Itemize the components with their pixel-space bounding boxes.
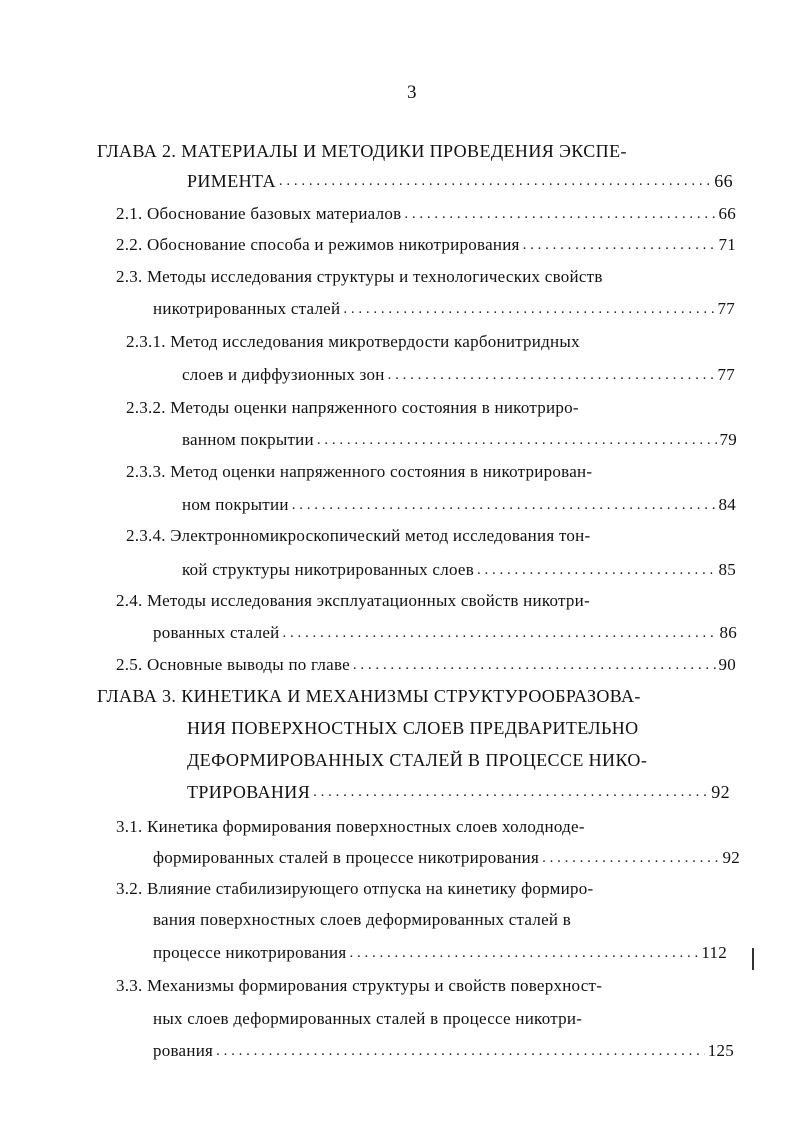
toc-entry-2-3-4-title-cont: кой структуры никотрированных слоев bbox=[182, 560, 474, 579]
toc-entry-2-3-1-line-1 bbox=[126, 327, 706, 357]
toc-entry-2-3-2-line-1 bbox=[126, 393, 706, 423]
toc-entry-2-2-number: 2.2. bbox=[116, 235, 143, 254]
toc-entry-3-1-line-1 bbox=[116, 812, 716, 842]
toc-entry-2-5-page: 90 bbox=[718, 655, 736, 674]
toc-entry-2-1-title: Обоснование базовых материалов bbox=[147, 204, 402, 223]
toc-entry-2-3-page: 77 bbox=[717, 299, 735, 318]
toc-entry-3-1-title-cont: формированных сталей в процессе никотрирования bbox=[153, 848, 540, 867]
toc-chapter-2-title: МАТЕРИАЛЫ И МЕТОДИКИ ПРОВЕДЕНИЯ ЭКСПЕ- bbox=[181, 141, 627, 161]
toc-entry-3-3-line-2 bbox=[153, 1004, 733, 1034]
toc-entry-2-3-1-page: 77 bbox=[717, 365, 735, 384]
toc-entry-3-1-number: 3.1. bbox=[116, 817, 143, 836]
toc-chapter-3-line-3 bbox=[187, 745, 727, 775]
toc-entry-2-3-3-line-2 bbox=[182, 490, 736, 520]
dot-leader bbox=[216, 1036, 705, 1066]
margin-mark bbox=[752, 948, 754, 970]
toc-entry-3-2-number: 3.2. bbox=[116, 879, 143, 898]
toc-entry-2-1-page: 66 bbox=[718, 204, 736, 223]
toc-chapter-3-number: ГЛАВА 3. bbox=[97, 686, 177, 706]
toc-entry-2-5-title: Основные выводы по главе bbox=[147, 655, 350, 674]
toc-entry-3-3-number: 3.3. bbox=[116, 976, 143, 995]
toc-entry-2-2-title: Обоснование способа и режимов никотрирования bbox=[147, 235, 520, 254]
toc-chapter-2-number: ГЛАВА 2. bbox=[97, 141, 177, 161]
toc-entry-3-1-page: 92 bbox=[722, 848, 740, 867]
toc-entry-2-4-title: Методы исследования эксплуатационных свойств никотри- bbox=[147, 591, 590, 610]
toc-chapter-2-page: 66 bbox=[714, 171, 733, 191]
toc-entry-2-3-3-line-1 bbox=[126, 457, 706, 487]
toc-chapter-2-line-2 bbox=[187, 166, 733, 196]
toc-entry-2-3-4-line-2 bbox=[182, 555, 736, 585]
dot-leader bbox=[317, 425, 717, 455]
toc-chapter-3-title-cont-3: ТРИРОВАНИЯ bbox=[187, 782, 311, 802]
toc-entry-2-3-1-number: 2.3.1. bbox=[126, 332, 166, 351]
dot-leader bbox=[349, 938, 698, 968]
toc-chapter-2-title-cont: РИМЕНТА bbox=[187, 171, 276, 191]
toc-entry-2-3-2-line-2 bbox=[182, 425, 737, 455]
toc-entry-2-3-title: Методы исследования структуры и технологических свойств bbox=[147, 267, 603, 286]
dot-leader bbox=[542, 843, 719, 873]
toc-entry-3-3-page: 125 bbox=[707, 1041, 734, 1060]
toc-entry-2-3-number: 2.3. bbox=[116, 267, 143, 286]
dot-leader bbox=[282, 618, 716, 648]
toc-chapter-2-line-1 bbox=[97, 136, 697, 166]
page-number: 3 bbox=[407, 82, 417, 103]
toc-chapter-3-line-4 bbox=[187, 777, 730, 807]
toc-entry-2-4-title-cont: рованных сталей bbox=[153, 623, 280, 642]
toc-entry-2-3-1-title: Метод исследования микротвердости карбонитридных bbox=[170, 332, 580, 351]
toc-entry-3-2-line-2 bbox=[153, 905, 733, 935]
toc-entry-3-2-page: 112 bbox=[701, 943, 727, 962]
toc-entry-2-3-line-1 bbox=[116, 262, 736, 292]
dot-leader bbox=[404, 199, 715, 229]
toc-entry-2-3-1-title-cont: слоев и диффузионных зон bbox=[182, 365, 385, 384]
dot-leader bbox=[292, 490, 716, 520]
toc-entry-2-3-2-page: 79 bbox=[719, 430, 737, 449]
toc-entry-2-3-4-page: 85 bbox=[718, 560, 736, 579]
toc-entry-2-4-line-2 bbox=[153, 618, 737, 648]
toc-entry-2-3-4-number: 2.3.4. bbox=[126, 526, 166, 545]
toc-chapter-3-title-cont-2: ДЕФОРМИРОВАННЫХ СТАЛЕЙ В ПРОЦЕССЕ НИКО- bbox=[187, 750, 648, 770]
toc-entry-3-2-title: Влияние стабилизирующего отпуска на кинетику формиро- bbox=[147, 879, 594, 898]
toc-entry-3-2-title-cont-1: вания поверхностных слоев деформированных сталей в bbox=[153, 910, 572, 929]
toc-entry-2-4-number: 2.4. bbox=[116, 591, 143, 610]
toc-entry-2-5 bbox=[116, 650, 736, 680]
toc-entry-3-3-title-cont-2: рования bbox=[153, 1041, 214, 1060]
toc-entry-3-3-title-cont-1: ных слоев деформированных сталей в процессе никотри- bbox=[153, 1009, 583, 1028]
toc-chapter-3-line-1 bbox=[97, 681, 727, 711]
toc-chapter-3-title: КИНЕТИКА И МЕХАНИЗМЫ СТРУКТУРООБРАЗОВА- bbox=[181, 686, 641, 706]
toc-chapter-3-page: 92 bbox=[711, 782, 730, 802]
toc-entry-2-3-1-line-2 bbox=[182, 360, 735, 390]
toc-chapter-3-line-2 bbox=[187, 713, 727, 743]
toc-entry-2-3-3-number: 2.3.3. bbox=[126, 462, 166, 481]
toc-entry-3-1-title: Кинетика формирования поверхностных слоев холодноде- bbox=[147, 817, 585, 836]
dot-leader bbox=[388, 360, 715, 390]
toc-entry-3-3-line-3 bbox=[153, 1036, 734, 1066]
toc-entry-3-2-line-1 bbox=[116, 874, 716, 904]
toc-entry-2-3-4-title: Электронномикроскопический метод исследования тон- bbox=[170, 526, 591, 545]
toc-entry-2-3-line-2 bbox=[153, 294, 735, 324]
toc-entry-2-4-page: 86 bbox=[719, 623, 737, 642]
dot-leader bbox=[343, 294, 714, 324]
toc-entry-2-3-2-title: Методы оценки напряженного состояния в никотриро- bbox=[170, 398, 579, 417]
toc-chapter-3-title-cont-1: НИЯ ПОВЕРХНОСТНЫХ СЛОЕВ ПРЕДВАРИТЕЛЬНО bbox=[187, 718, 639, 738]
dot-leader bbox=[477, 555, 716, 585]
toc-entry-3-3-title: Механизмы формирования структуры и свойств поверхност- bbox=[147, 976, 603, 995]
toc-entry-2-4-line-1 bbox=[116, 586, 716, 616]
toc-entry-3-2-title-cont-2: процессе никотрирования bbox=[153, 943, 347, 962]
toc-entry-3-3-line-1 bbox=[116, 971, 716, 1001]
toc-entry-2-5-number: 2.5. bbox=[116, 655, 143, 674]
toc-entry-2-3-3-page: 84 bbox=[718, 495, 736, 514]
toc-entry-3-2-line-3 bbox=[153, 938, 727, 968]
toc-entry-2-3-2-number: 2.3.2. bbox=[126, 398, 166, 417]
toc-entry-3-1-line-2 bbox=[153, 843, 740, 873]
toc-entry-2-2-page: 71 bbox=[718, 235, 736, 254]
toc-entry-2-3-title-cont: никотрированных сталей bbox=[153, 299, 341, 318]
toc-entry-2-3-3-title-cont: ном покрытии bbox=[182, 495, 289, 514]
toc-entry-2-1 bbox=[116, 199, 736, 229]
toc-entry-2-3-3-title: Метод оценки напряженного состояния в никотрирован- bbox=[170, 462, 593, 481]
dot-leader bbox=[353, 650, 716, 680]
dot-leader bbox=[279, 166, 711, 196]
dot-leader bbox=[313, 777, 708, 807]
toc-entry-2-3-2-title-cont: ванном покрытии bbox=[182, 430, 314, 449]
toc-entry-2-3-4-line-1 bbox=[126, 521, 706, 551]
toc-entry-2-1-number: 2.1. bbox=[116, 204, 143, 223]
toc-entry-2-2 bbox=[116, 230, 736, 260]
dot-leader bbox=[523, 230, 716, 260]
